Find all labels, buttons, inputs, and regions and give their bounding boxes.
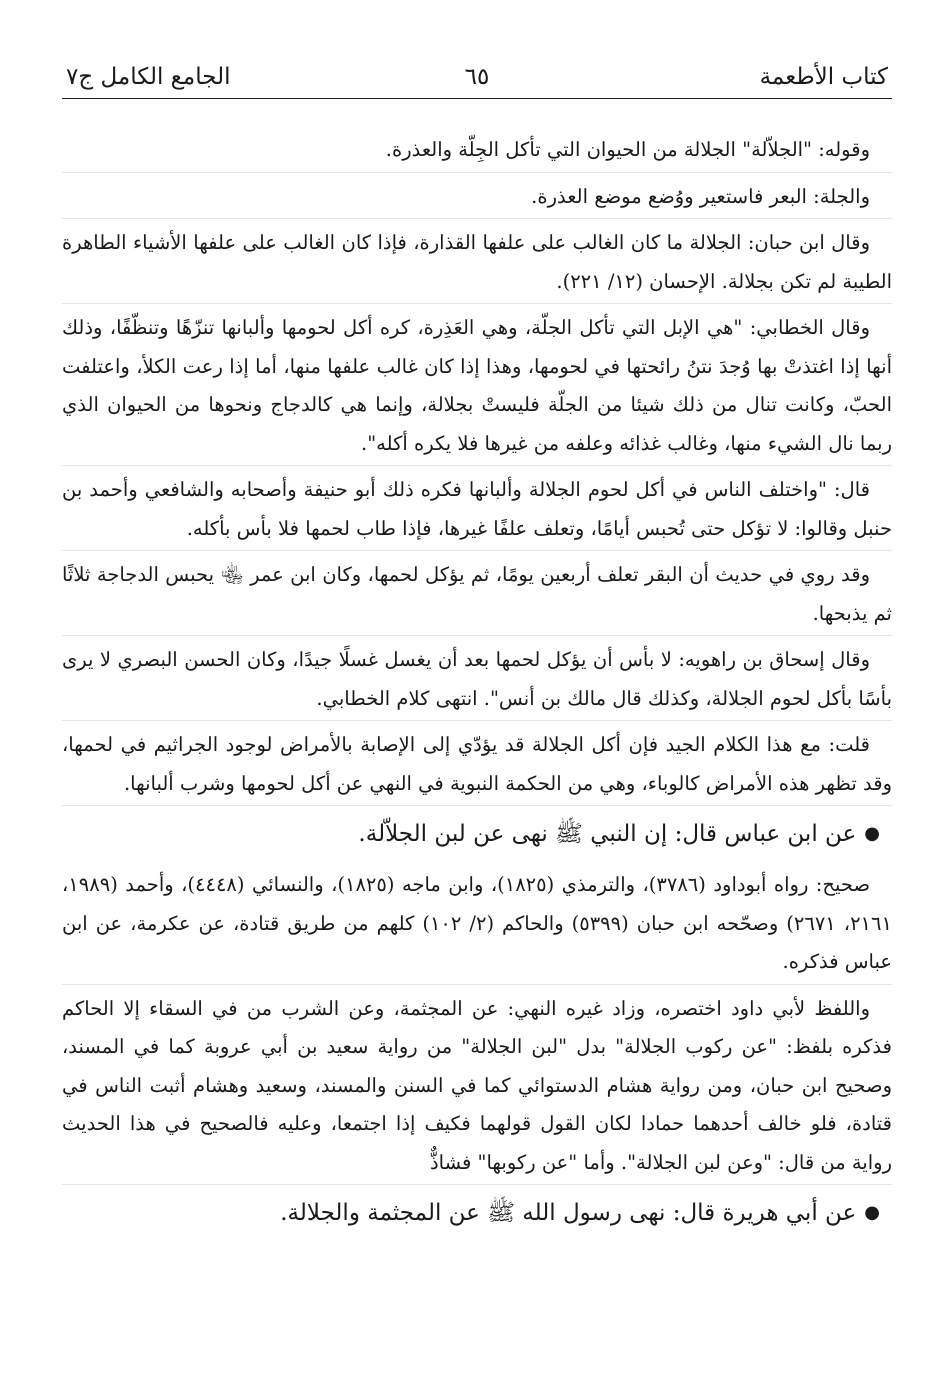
paragraph: قلت: مع هذا الكلام الجيد فإن أكل الجلالة قد يؤدّي إلى الإصابة بالأمراض لوجود الجراثيم في لحمها، وقد تظهر هذه الأمراض كالوباء، وهي من الحكمة النبوية في النهي عن أكل لحومها وشرب ألبانها.: [62, 726, 892, 806]
paragraph: وقال ابن حبان: الجلالة ما كان الغالب على علفها القذارة، فإذا كان الغالب على علفها الأشياء الطاهرة الطيبة لم تكن بجلالة. الإحسان (١٢/ ٢٢١).: [62, 224, 892, 304]
takhrij-paragraph: صحيح: رواه أبوداود (٣٧٨٦)، والترمذي (١٨٢٥)، وابن ماجه (١٨٢٥)، والنسائي (٤٤٤٨)، وأحمد (١٩٨٩، ٢١٦١، ٢٦٧١) وصحّحه ابن حبان (٥٣٩٩) والحاكم (٢/ ١٠٢) كلهم من طريق قتادة، عن عكرمة، عن ابن عباس فذكره.: [62, 866, 892, 985]
paragraph: قال: "واختلف الناس في أكل لحوم الجلالة وألبانها فكره ذلك أبو حنيفة وأصحابه والشافعي وأحمد بن حنبل وقالوا: لا تؤكل حتى تُحبس أيامًا، وتعلف علفًا غيرها، فإذا طاب لحمها فلا بأس بأكله.: [62, 471, 892, 551]
hadith-heading: [62, 1191, 892, 1237]
page-body: [62, 99, 892, 1237]
page-number: ٦٥: [464, 64, 490, 90]
paragraph: وقوله: "الجلاّلة" الجلالة من الحيوان التي تأكل الجِلّة والعذرة.: [62, 131, 892, 173]
hadith-text: عن ابن عباس قال: إن النبي ﷺ نهى عن لبن الجلاّلة.: [358, 821, 857, 847]
running-header: [62, 58, 892, 99]
series-title: الجامع الكامل ج٧: [66, 64, 231, 90]
hadith-text: عن أبي هريرة قال: نهى رسول الله ﷺ عن المجثمة والجلالة.: [280, 1200, 857, 1226]
paragraph: والجلة: البعر فاستعير ووُضع موضع العذرة.: [62, 178, 892, 220]
paragraph: وقد روي في حديث أن البقر تعلف أربعين يومًا، ثم يؤكل لحمها، وكان ابن عمر ﵄ يحبس الدجاجة ثلاثًا ثم يذبحها.: [62, 556, 892, 636]
bullet-icon: ●: [864, 1202, 880, 1223]
bullet-icon: ●: [864, 823, 880, 844]
book-title: كتاب الأطعمة: [759, 64, 888, 90]
hadith-heading: [62, 812, 892, 858]
takhrij-paragraph: واللفظ لأبي داود اختصره، وزاد غيره النهي: عن المجثمة، وعن الشرب من في السقاء إلا الحاكم فذكره بلفظ: "عن ركوب الجلالة" بدل "لبن الجلالة" من رواية سعيد بن أبي عروبة كما في المسند، وصحيح ابن حبان، ومن رواية هشام الدستوائي كما في السنن والمسند، وسعيد وهشام أثبت الناس في قتادة، فلو خالف أحدهما حمادا لكان القول قولهما فكيف إذا اجتمعا، وعليه فالصحيح في هذا الحديث رواية من قال: "وعن لبن الجلالة". وأما "عن ركوبها" فشاذٌّ: [62, 990, 892, 1186]
paragraph: وقال الخطابي: "هي الإبل التي تأكل الجلّة، وهي العَذِرة، كره أكل لحومها وألبانها تنزّهًا وتنظّفًا، وذلك أنها إذا اغتذتْ بها وُجدَ نتنُ رائحتها في لحومها، وهذا إذا كان غالب علفها منها، أما إذا رعت الكلأ، واعتلفت الحبّ، وكانت تنال من ذلك شيئا من الجلّة فليستْ بجلالة، وإنما هي كالدجاج ونحوها من الحيوان الذي ربما نال الشيء منها، وغالب غذائه وعلفه من غيرها فلا يكره أكله".: [62, 309, 892, 466]
paragraph: وقال إسحاق بن راهويه: لا بأس أن يؤكل لحمها بعد أن يغسل غسلًا جيدًا، وكان الحسن البصري لا يرى بأسًا بأكل لحوم الجلالة، وكذلك قال مالك بن أنس". انتهى كلام الخطابي.: [62, 641, 892, 721]
book-page: [62, 58, 892, 1358]
